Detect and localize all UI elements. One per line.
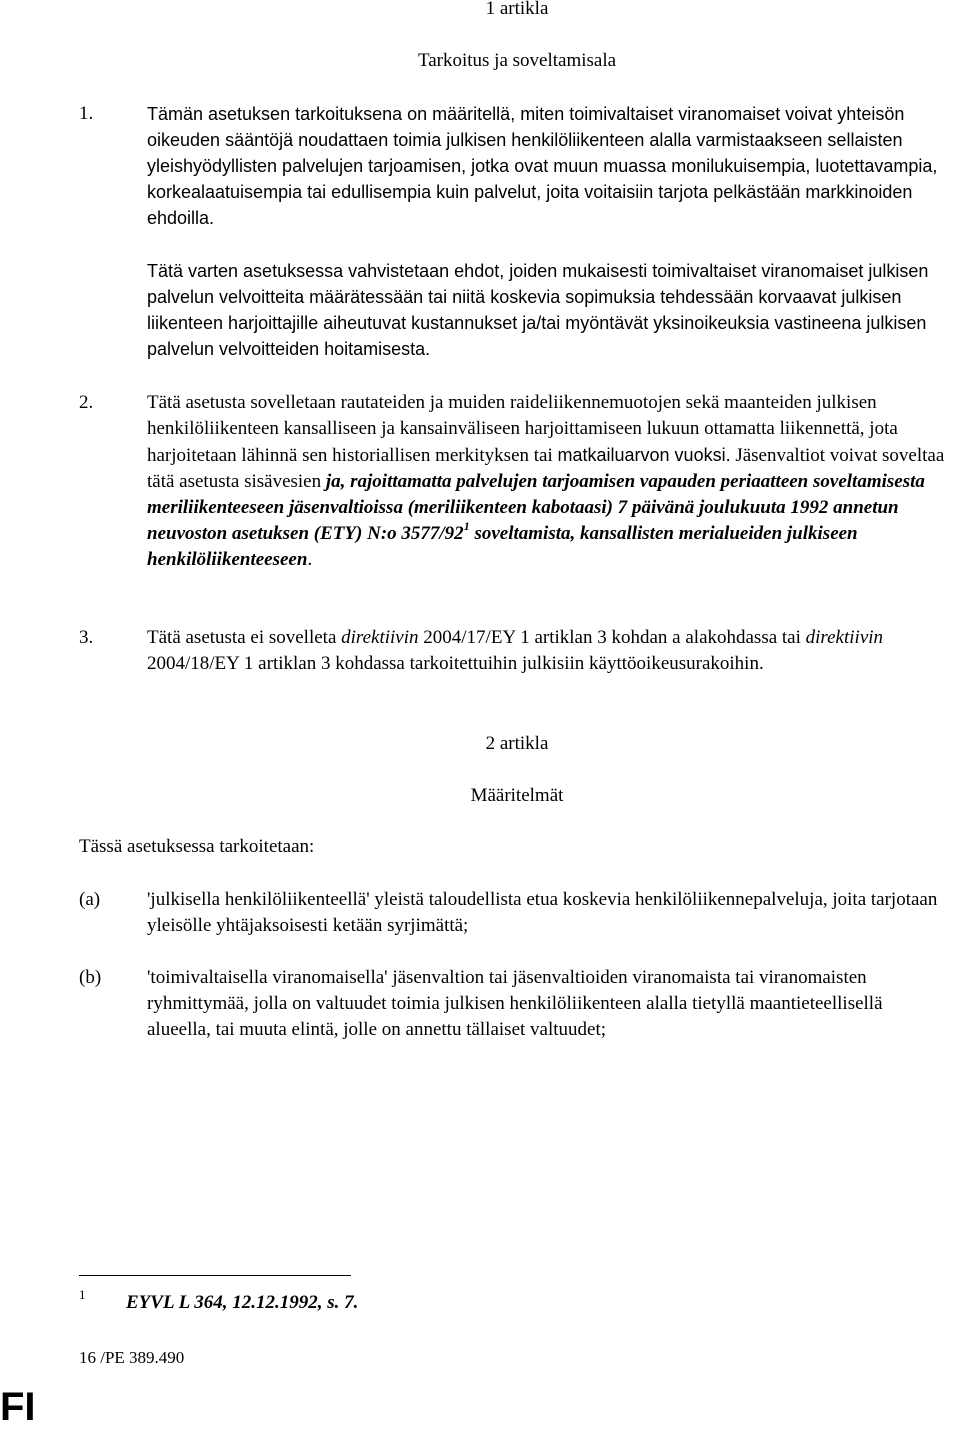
paragraph-2-text-a: Tätä asetusta sovelletaan rautateiden ja muiden raideliikennemuotojen sekä maanteiden julkisen henkilöliikenteen kansalliseen ja kansainväliseen harjoittamiseen lukuun ottamatta liikennettä, jota harjoitetaan lähinnä sen historiallisen merkityksen tai: [147, 392, 898, 466]
document-reference: 16 /PE 389.490: [79, 1348, 185, 1367]
paragraph-2-amendment-a: ja, rajoittamatta palvelujen tarjoamisen vapauden periaatteen soveltamisesta meriliikenteeseen jäsenvaltioissa (meriliikenteen kabotaasi) 7 päivänä joulukuuta 1992 annetun neuvoston asetuksen (ETY) N:o 3577/92: [147, 471, 925, 544]
article-2-intro: Tässä asetuksessa tarkoitetaan:: [79, 836, 315, 857]
definition-b-text: 'toimivaltaisella viranomaisella' jäsenvaltion tai jäsenvaltioiden viranomaista tai viranomaisten ryhmittymää, jolla on valtuudet toimia julkisen henkilöliikenteen alalla tietyllä maantieteellisellä alueella, tai muuta elintä, jolle on annettu tällaiset valtuudet;: [147, 967, 883, 1040]
paragraph-3-text-c: 2004/18/EY 1 artiklan 3 kohdassa tarkoitettuihin julkisiin käyttöoikeusurakoihin.: [147, 653, 764, 674]
paragraph-3-text-b: 2004/17/EY 1 artiklan 3 kohdan a alakohdassa tai: [418, 627, 806, 648]
paragraph-2-text: [147, 390, 947, 573]
paragraph-1-number: 1.: [79, 103, 94, 124]
footnote-separator: [79, 1275, 351, 1276]
paragraph-2-end: .: [307, 549, 313, 570]
article-2-title: Määritelmät: [470, 785, 564, 806]
article-1-number: 1 artikla: [485, 0, 549, 19]
paragraph-2-amendment-b: soveltamista, kansallisten merialueiden julkiseen henkilöliikenteeseen: [147, 523, 858, 570]
article-2-number: 2 artikla: [485, 733, 549, 754]
footnote-number: 1: [79, 1287, 86, 1302]
paragraph-3-number: 3.: [79, 627, 94, 648]
language-code: FI: [0, 1385, 36, 1429]
paragraph-3-text: [147, 625, 947, 677]
paragraph-2-number: 2.: [79, 392, 94, 413]
definition-a-text: 'julkisella henkilöliikenteellä' yleistä taloudellista etua koskevia henkilöliikennepalveluja, joita tarjotaan yleisölle yhtäjaksoisesti ketään syrjimättä;: [147, 889, 938, 936]
paragraph-3-italic-b: direktiivin: [805, 627, 884, 648]
definition-b-label: (b): [79, 967, 102, 988]
article-1-title: Tarkoitus ja soveltamisala: [417, 50, 617, 71]
paragraph-2-text-b: matkailuarvon vuoksi.: [557, 445, 731, 465]
paragraph-3-text-a: Tätä asetusta ei sovelleta: [147, 627, 342, 648]
footnote-reference: 1: [463, 519, 470, 533]
footnote-text: EYVL L 364, 12.12.1992, s. 7.: [126, 1292, 359, 1313]
paragraph-1b-text: Tätä varten asetuksessa vahvistetaan ehdot, joiden mukaisesti toimivaltaiset viranomaiset julkisen palvelun velvoitteita määrätessään tai niitä koskevia sopimuksia tehdessään korvaavat julkisen liikenteen harjoittajille aiheutuvat kustannukset ja/tai myöntävät yksinoikeuksia vastineena julkisen palvelun velvoitteiden hoitamisesta.: [147, 261, 929, 359]
paragraph-2-text-c: Jäsenvaltiot voivat soveltaa tätä asetusta sisävesien: [147, 445, 945, 492]
paragraph-1-text: Tämän asetuksen tarkoituksena on määritellä, miten toimivaltaiset viranomaiset voivat yhteisön oikeuden sääntöjä noudattaen toimia julkisen henkilöliikenteen alalla varmistaakseen sellaisten yleishyödyllisten palvelujen tarjoamisen, jotka ovat muun muassa monilukuisempia, luotettavampia, korkealaatuisempia tai edullisempia kuin palvelut, joita voitaisiin tarjota pelkästään markkinoiden ehdoilla.: [147, 104, 938, 228]
paragraph-3-italic-a: direktiivin: [341, 627, 419, 648]
definition-a-label: (a): [79, 889, 101, 910]
